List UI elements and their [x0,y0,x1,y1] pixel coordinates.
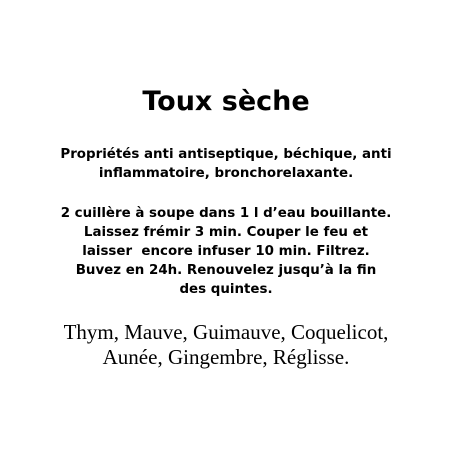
properties-text [0,145,452,183]
properties-line-2: inflammatoire, bronchorelaxante. [98,166,354,181]
plants-line-1: Thym, Mauve, Guimauve, Coquelicot, [63,320,389,344]
instructions-line-4: Buvez en 24h. Renouvelez jusqu’à la fin [75,263,377,278]
plants-list [0,320,452,370]
properties-line-1: Propriétés anti antiseptique, béchique, anti [60,147,392,162]
instructions-line-5: des quintes. [179,282,273,297]
page-title: Toux sèche [142,86,310,117]
instructions-line-3: laisser encore infuser 10 min. Filtrez. [82,244,370,259]
plants-line-2: Aunée, Gingembre, Réglisse. [102,345,350,369]
instructions-text [0,204,452,299]
instructions-line-1: 2 cuillère à soupe dans 1 l d’eau bouillante. [60,206,392,221]
instructions-line-2: Laissez frémir 3 min. Couper le feu et [83,225,369,240]
